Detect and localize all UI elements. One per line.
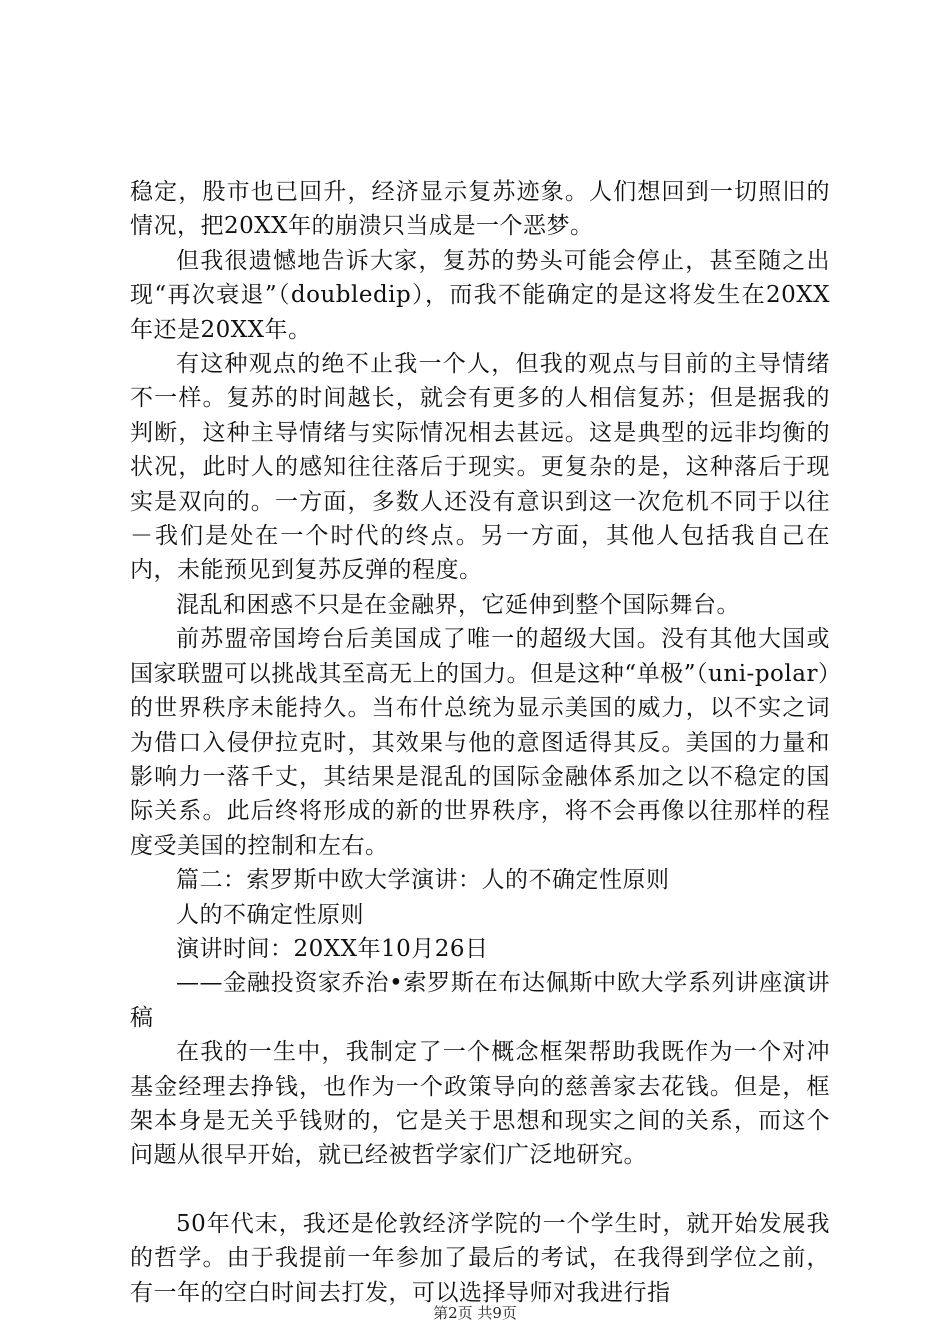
section-heading: 篇二：索罗斯中欧大学演讲：人的不确定性原则: [176, 867, 670, 894]
speech-subtitle: ——金融投资家乔治•索罗斯在布达佩斯中欧大学系列讲座演讲稿: [130, 970, 830, 1031]
speech-title: 人的不确定性原则: [176, 901, 364, 928]
paragraph-continuation: 稳定，股市也已回升，经济显示复苏迹象。人们想回到一切照旧的情况，把20XX年的崩溃只当成是一个恶梦。: [130, 179, 830, 240]
paragraph-lse-philosophy: 50年代末，我还是伦敦经济学院的一个学生时，就开始发展我的哲学。由于我提前一年参加了最后的考试，在我得到学位之前，有一年的空白时间去打发，可以选择导师对我进行指: [130, 1210, 830, 1306]
paragraph-unipolar-order: 前苏盟帝国垮台后美国成了唯一的超级大国。没有其他大国或国家联盟可以挑战其至高无上的国力。但是这种“单极”（uni-polar）的世界秩序未能持久。当布什总统为显示美国的威力，以不实之词为借口入侵伊拉克时，其效果与他的意图适得其反。美国的力量和影响力一落千丈，其结果是混乱的国际金融体系加之以不稳定的国际关系。此后终将形成的新的世界秩序，将不会再像以往那样的程度受美国的控制和左右。: [130, 626, 830, 859]
document-body: [130, 175, 830, 1310]
paragraph-international-stage: 混乱和困惑不只是在金融界，它延伸到整个国际舞台。: [176, 591, 740, 618]
speech-date: 演讲时间：20XX年10月26日: [176, 935, 489, 962]
paragraph-recession-warning: 但我很遗憾地告诉大家，复苏的势头可能会停止，甚至随之出现“再次衰退”（doubledip），而我不能确定的是这将发生在20XX年还是20XX年。: [130, 247, 830, 343]
paragraph-conceptual-framework: 在我的一生中，我制定了一个概念框架帮助我既作为一个对冲基金经理去挣钱，也作为一个政策导向的慈善家去花钱。但是，框架本身是无关乎钱财的，它是关于思想和现实之间的关系，而这个问题从很早开始，就已经被哲学家们广泛地研究。: [130, 1039, 830, 1169]
paragraph-dominant-sentiment: 有这种观点的绝不止我一个人，但我的观点与目前的主导情绪不一样。复苏的时间越长，就会有更多的人相信复苏；但是据我的判断，这种主导情绪与实际情况相去甚远。这是典型的远非均衡的状况，此时人的感知往往落后于现实。更复杂的是，这种落后于现实是双向的。一方面，多数人还没有意识到这一次危机不同于以往－我们是处在一个时代的终点。另一方面，其他人包括我自己在内，未能预见到复苏反弹的程度。: [130, 351, 830, 584]
page-number-footer: 第2页 共9页: [433, 1304, 517, 1322]
